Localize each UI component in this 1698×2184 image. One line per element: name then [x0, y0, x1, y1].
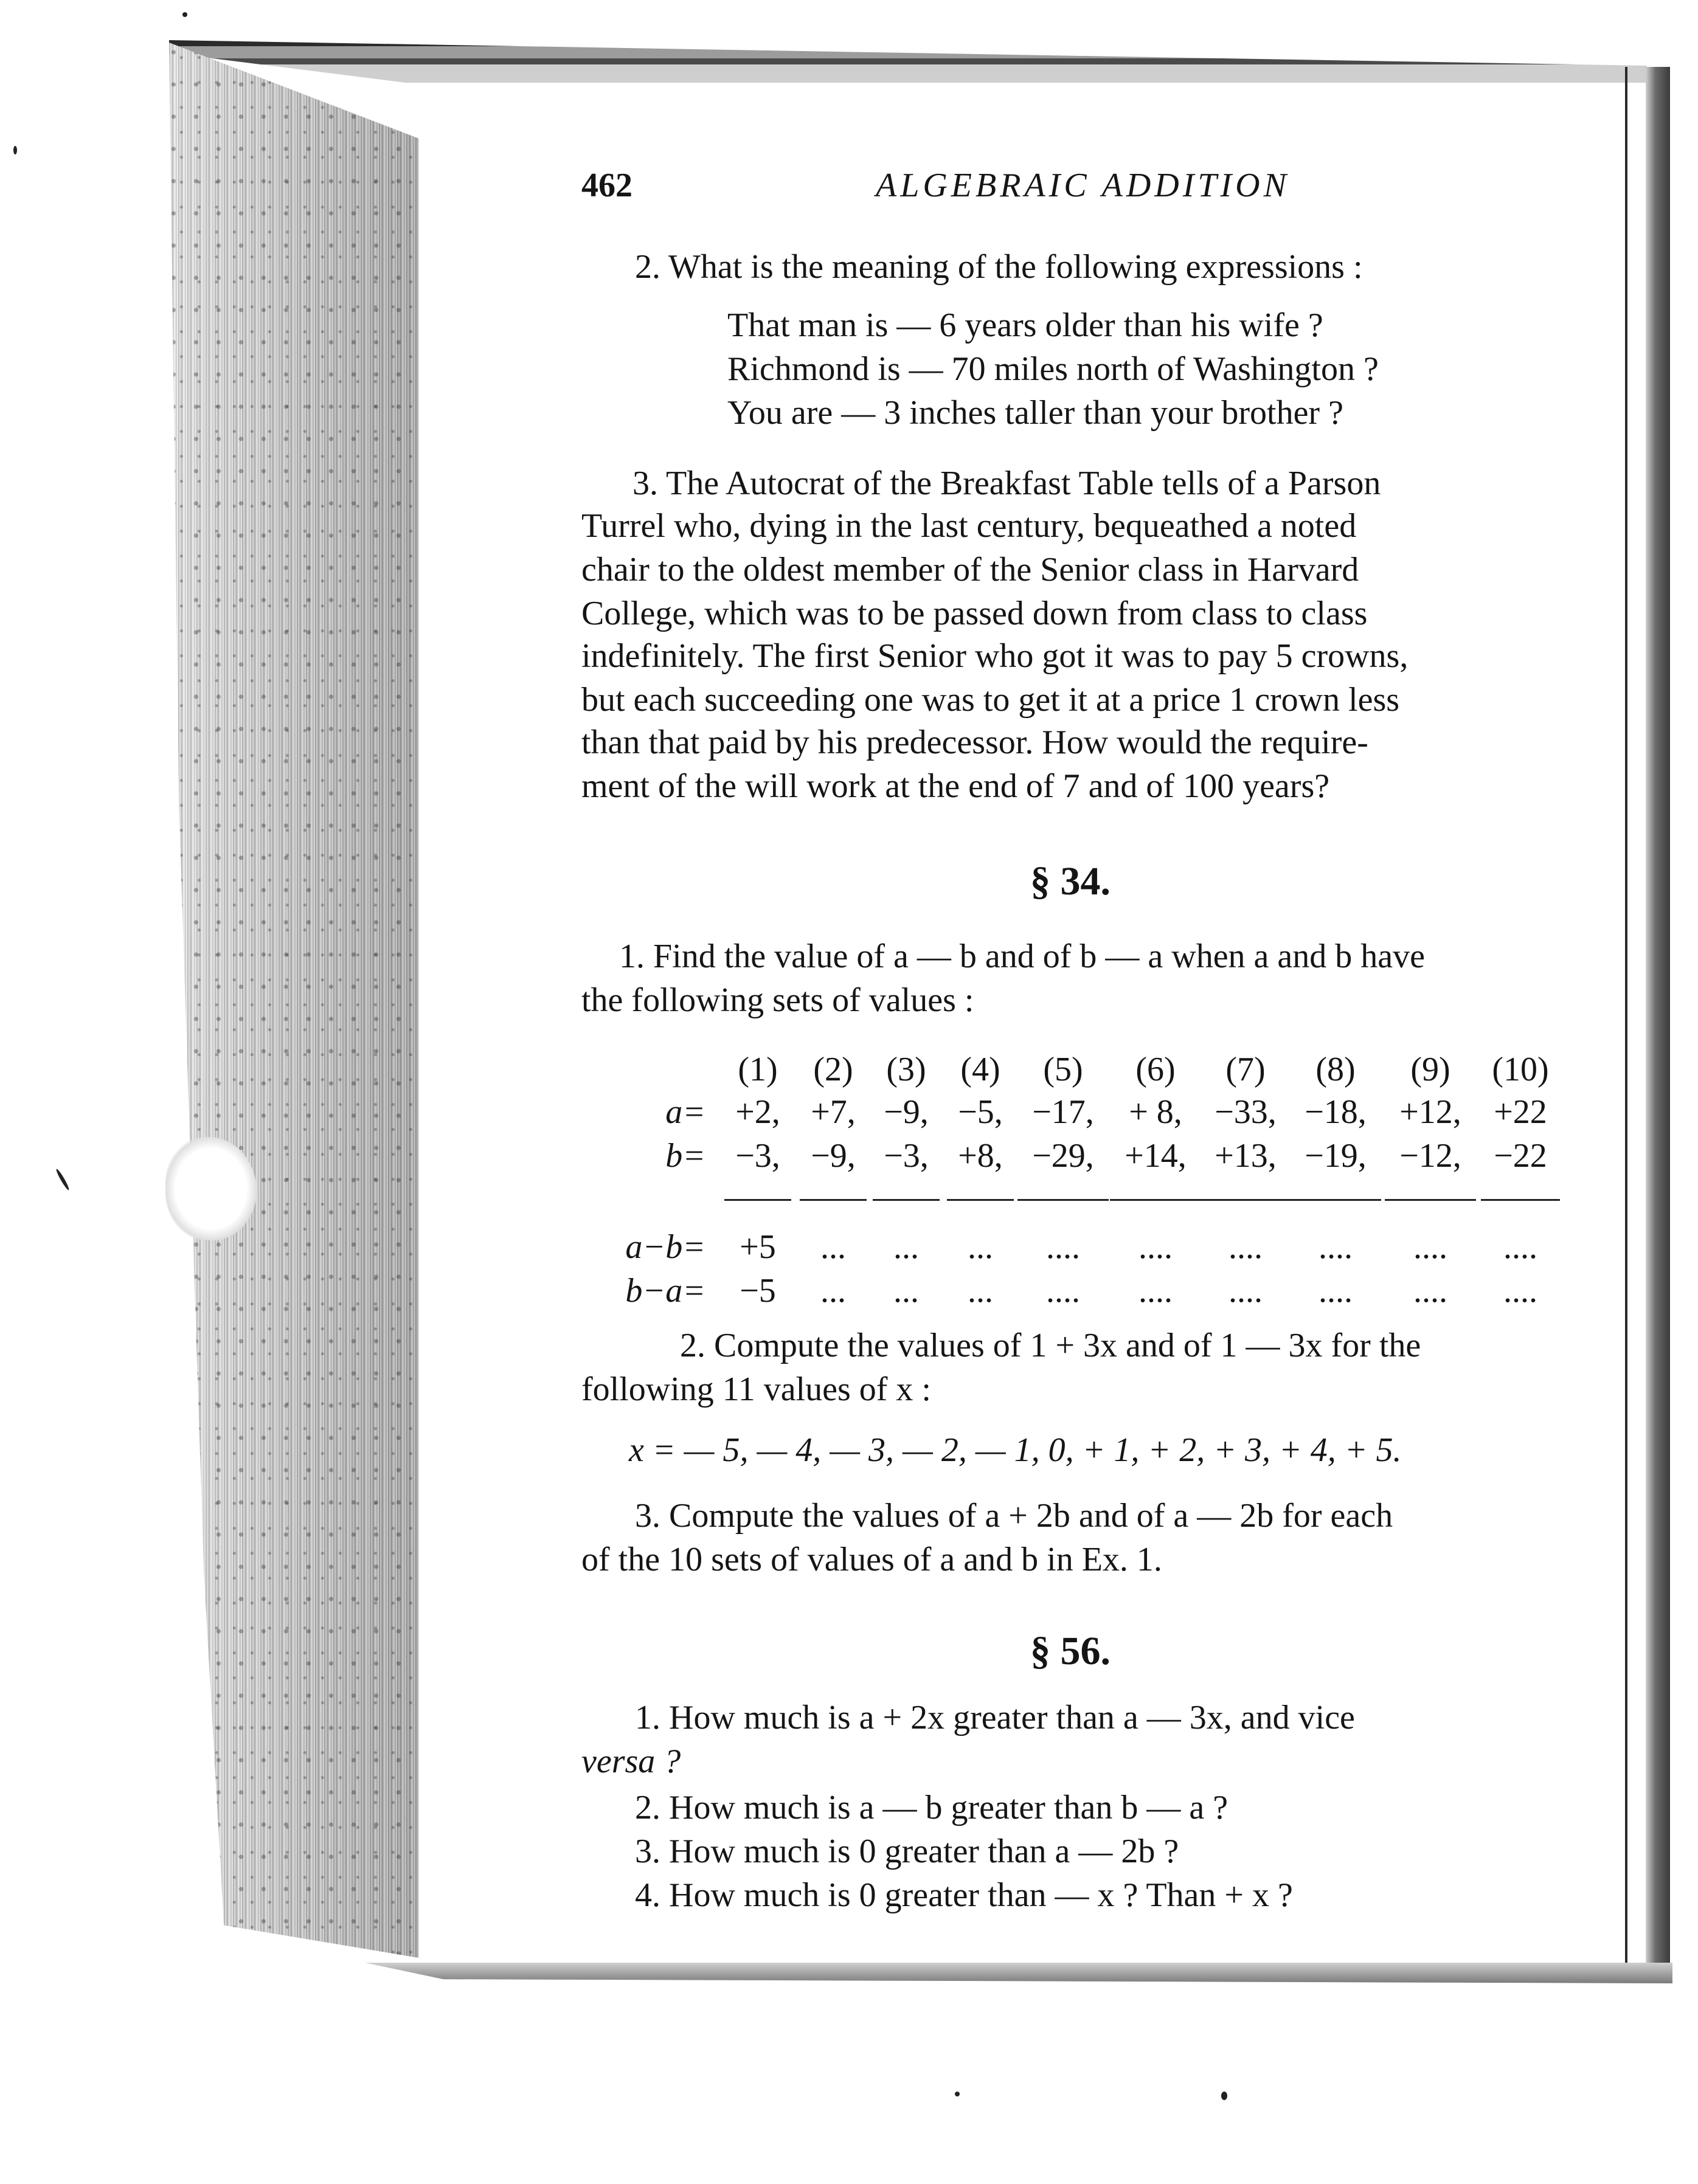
expression-line: Richmond is — 70 miles north of Washington ? — [727, 350, 1379, 388]
table-cell: (3) — [886, 1051, 926, 1088]
autocrat-line: chair to the oldest member of the Senior class in Harvard — [581, 551, 1359, 589]
table-underline — [800, 1199, 867, 1201]
table-cell: −17, — [1032, 1093, 1094, 1131]
section-56-ex2: 2. How much is a — b greater than b — a ? — [635, 1789, 1228, 1826]
table-underline — [1290, 1199, 1381, 1201]
table-cell: .... — [1319, 1228, 1353, 1266]
section-56-ex1-line: 1. How much is a + 2x greater than a — 3x, and vice — [635, 1699, 1355, 1736]
table-cell: .... — [1413, 1272, 1447, 1310]
expression-line: You are — 3 inches taller than your brother ? — [727, 394, 1343, 432]
table-cell: .... — [1046, 1228, 1080, 1266]
section-heading-56: § 56. — [1030, 1629, 1111, 1673]
autocrat-line: College, which was to be passed down from class to class — [581, 595, 1368, 632]
section-56-ex4: 4. How much is 0 greater than — x ? Than + x ? — [635, 1876, 1293, 1914]
table-cell: −12, — [1399, 1137, 1461, 1175]
table-cell: (7) — [1225, 1051, 1266, 1088]
table-cell: ... — [820, 1228, 846, 1266]
table-cell: (9) — [1410, 1051, 1450, 1088]
table-cell: +14, — [1124, 1137, 1187, 1175]
page-number: 462 — [581, 167, 632, 204]
table-cell: .... — [1138, 1228, 1173, 1266]
section-34-ex3-line: of the 10 sets of values of a and b in Ex. 1. — [581, 1541, 1162, 1578]
table-cell: (4) — [960, 1051, 1000, 1088]
table-cell: (2) — [813, 1051, 853, 1088]
table-row-label: b= — [665, 1137, 705, 1175]
table-cell: +2, — [735, 1093, 780, 1131]
table-cell: .... — [1228, 1272, 1263, 1310]
section-56-ex3: 3. How much is 0 greater than a — 2b ? — [635, 1833, 1179, 1870]
table-underline — [1200, 1199, 1291, 1201]
table-underline — [1110, 1199, 1201, 1201]
table-cell: +7, — [811, 1093, 856, 1131]
table-cell: .... — [1228, 1228, 1263, 1266]
table-cell: −18, — [1305, 1093, 1367, 1131]
table-cell: +22 — [1494, 1093, 1547, 1131]
section-34-ex1-line: the following sets of values : — [581, 981, 974, 1019]
autocrat-line: indefinitely. The first Senior who got it was to pay 5 crowns, — [581, 637, 1409, 675]
section-34-ex3-line: 3. Compute the values of a + 2b and of a — 2b for each — [635, 1497, 1393, 1535]
table-cell: .... — [1503, 1272, 1537, 1310]
table-underline — [1385, 1199, 1476, 1201]
table-cell: (1) — [738, 1051, 778, 1088]
table-underline — [873, 1199, 940, 1201]
exercise-meaning-question: 2. What is the meaning of the following expressions : — [635, 248, 1363, 286]
table-cell: −3, — [735, 1137, 780, 1175]
table-cell: −3, — [884, 1137, 929, 1175]
table-cell: ... — [893, 1228, 919, 1266]
table-cell: +12, — [1399, 1093, 1461, 1131]
table-cell: ... — [968, 1228, 993, 1266]
table-cell: −9, — [811, 1137, 856, 1175]
table-cell: ... — [893, 1272, 919, 1310]
table-underline — [1017, 1199, 1109, 1201]
table-cell: +5 — [740, 1228, 776, 1266]
running-title: ALGEBRAIC ADDITION — [876, 167, 1290, 204]
table-cell: .... — [1503, 1228, 1537, 1266]
table-cell: −33, — [1215, 1093, 1277, 1131]
table-row-label: a−b= — [625, 1228, 705, 1266]
table-cell: (8) — [1315, 1051, 1356, 1088]
table-cell: .... — [1319, 1272, 1353, 1310]
table-cell: −19, — [1305, 1137, 1367, 1175]
table-cell: .... — [1413, 1228, 1447, 1266]
table-cell: ... — [968, 1272, 993, 1310]
section-56-ex1-line: versa ? — [581, 1743, 681, 1780]
table-cell: +8, — [958, 1137, 1003, 1175]
table-cell: −9, — [884, 1093, 929, 1131]
autocrat-line: 3. The Autocrat of the Breakfast Table tells of a Parson — [632, 465, 1381, 502]
table-underline — [947, 1199, 1014, 1201]
table-cell: −5, — [958, 1093, 1003, 1131]
table-row-label: a= — [665, 1093, 705, 1131]
table-cell: (10) — [1492, 1051, 1549, 1088]
autocrat-line: than that paid by his predecessor. How would the require- — [581, 724, 1368, 761]
table-cell: −29, — [1032, 1137, 1094, 1175]
section-heading-34: § 34. — [1030, 859, 1111, 904]
table-cell: −22 — [1494, 1137, 1547, 1175]
autocrat-line: but each succeeding one was to get it at a price 1 crown less — [581, 681, 1400, 719]
table-cell: +13, — [1215, 1137, 1277, 1175]
section-34-ex2-line: following 11 values of x : — [581, 1370, 931, 1408]
expression-line: That man is — 6 years older than his wife ? — [727, 306, 1323, 344]
table-cell: ... — [820, 1272, 846, 1310]
section-34-ex2-values: x = — 5, — 4, — 3, — 2, — 1, 0, + 1, + 2, + 3, + 4, + 5. — [629, 1431, 1402, 1469]
table-cell: .... — [1138, 1272, 1173, 1310]
table-cell: + 8, — [1129, 1093, 1182, 1131]
table-cell: .... — [1046, 1272, 1080, 1310]
table-row-label: b−a= — [625, 1272, 705, 1310]
section-34-ex1-line: 1. Find the value of a — b and of b — a when a and b have — [619, 938, 1425, 975]
autocrat-line: ment of the will work at the end of 7 and of 100 years? — [581, 767, 1330, 805]
table-cell: (5) — [1043, 1051, 1083, 1088]
table-cell: (6) — [1135, 1051, 1176, 1088]
table-underline — [724, 1199, 791, 1201]
table-cell: −5 — [740, 1272, 776, 1310]
autocrat-line: Turrel who, dying in the last century, bequeathed a noted — [581, 507, 1357, 545]
section-34-ex2-line: 2. Compute the values of 1 + 3x and of 1 — 3x for the — [680, 1327, 1421, 1364]
table-underline — [1481, 1199, 1560, 1201]
